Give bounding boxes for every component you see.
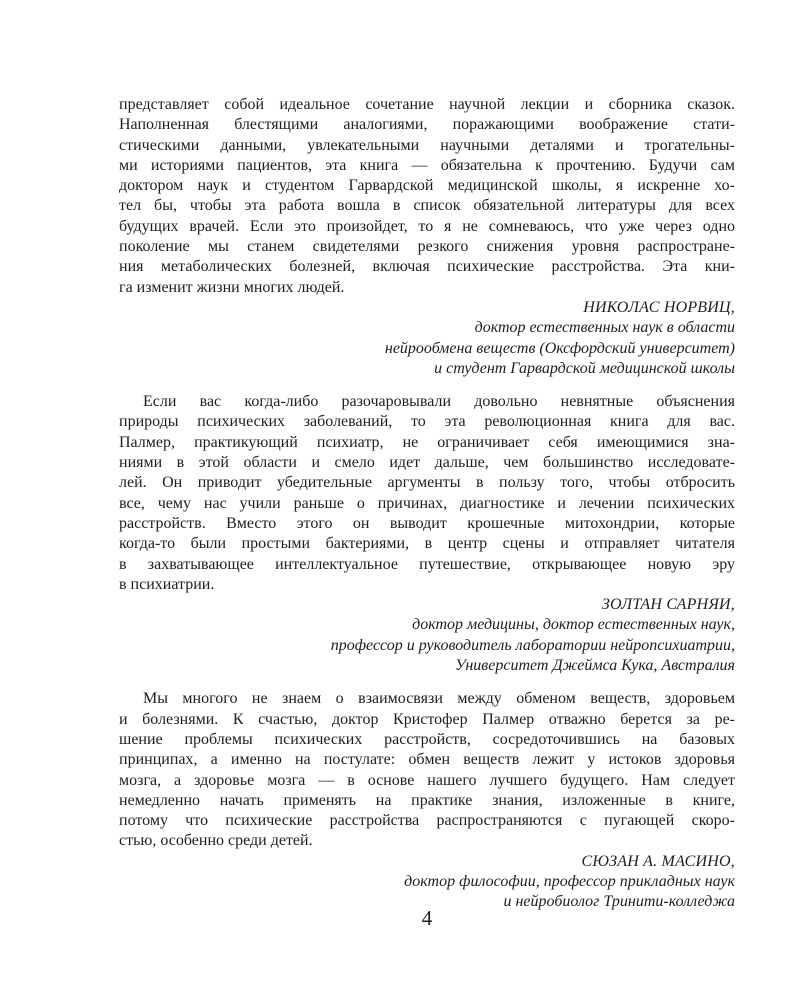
- testimonial-3-attribution: [119, 852, 735, 913]
- attribution-title: доктор философии, профессор прикладных наук: [404, 872, 735, 890]
- testimonial-1-attribution: [119, 298, 735, 379]
- page-number: 4: [421, 906, 433, 930]
- text-line: шение проблемы психических расстройств, сосредоточившись на базовых: [119, 730, 735, 748]
- page-content: [119, 95, 735, 913]
- text-line: стическими данными, увлекательными научными деталями и трогательны-: [119, 136, 735, 154]
- attribution-name: ЗОЛТАН САРНЯИ,: [601, 596, 735, 614]
- testimonial-3-paragraph: [119, 689, 735, 851]
- attribution-title: доктор медицины, доктор естественных наук,: [412, 616, 735, 634]
- text-line: и болезнями. К счастью, доктор Кристофер Палмер отважно берется за ре-: [119, 710, 735, 728]
- testimonial-2-attribution: [119, 595, 735, 676]
- text-line: будущих врачей. Если это произойдет, то я не сомневаюсь, что уже через одно: [119, 217, 735, 235]
- text-line: в психиатрии.: [119, 575, 215, 593]
- attribution-title: и нейробиолог Тринити-колледжа: [503, 893, 735, 911]
- attribution-name: СЮЗАН А. МАСИНО,: [581, 852, 735, 870]
- attribution-title: доктор естественных наук в области: [474, 319, 735, 337]
- text-line: природы психических заболеваний, то эта революционная книга для вас.: [119, 413, 735, 431]
- text-line: ниями в этой области и смело идет дальше, чем большинство исследовате-: [119, 454, 735, 472]
- text-line: Палмер, практикующий психиатр, не ограничивает себя имеющимися зна-: [119, 433, 735, 451]
- text-line: Наполненная блестящими аналогиями, поражающими воображение стати-: [119, 116, 735, 134]
- text-line: мозга, а здоровье мозга — в основе нашего лучшего будущего. Нам следует: [119, 771, 735, 789]
- text-line: стью, особенно среди детей.: [119, 832, 313, 850]
- attribution-title: нейрообмена веществ (Оксфордский университет): [384, 339, 735, 357]
- text-line: ния метаболических болезней, включая психические расстройства. Эта кни-: [119, 258, 735, 276]
- text-line: доктором наук и студентом Гарвардской медицинской школы, я искренне хо-: [119, 177, 735, 195]
- testimonial-1-paragraph: [119, 95, 735, 298]
- text-line: немедленно начать применять на практике знания, изложенные в книге,: [119, 791, 735, 809]
- text-line: Если вас когда-либо разочаровывали довольно невнятные объяснения: [143, 393, 735, 411]
- text-line: потому что психические расстройства распространяются с пугающей скоро-: [119, 812, 735, 830]
- text-line: расстройств. Вместо этого он выводит крошечные митохондрии, которые: [119, 514, 735, 532]
- testimonial-2-paragraph: [119, 392, 735, 595]
- text-line: га изменит жизни многих людей.: [119, 278, 345, 296]
- text-line: тел бы, чтобы эта работа вошла в список обязательной литературы для всех: [119, 197, 735, 215]
- text-line: ми историями пациентов, эта книга — обязательна к прочтению. Будучи сам: [119, 156, 735, 174]
- text-line: Мы многого не знаем о взаимосвязи между обменом веществ, здоровьем: [143, 690, 735, 708]
- attribution-title: профессор и руководитель лаборатории нейропсихиатрии,: [330, 636, 735, 654]
- text-line: представляет собой идеальное сочетание научной лекции и сборника сказок.: [119, 96, 735, 113]
- attribution-title: Университет Джеймса Кука, Австралия: [454, 657, 735, 675]
- attribution-title: и студент Гарвардской медицинской школы: [434, 359, 735, 377]
- text-line: лей. Он приводит убедительные аргументы в пользу того, чтобы отбросить: [119, 474, 735, 492]
- text-line: поколение мы станем свидетелями резкого снижения уровня распростране-: [119, 238, 735, 256]
- text-line: все, чему нас учили раньше о причинах, диагностике и лечении психических: [119, 494, 735, 512]
- attribution-name: НИКОЛАС НОРВИЦ,: [583, 298, 735, 316]
- text-line: в захватывающее интеллектуальное путешествие, открывающее новую эру: [119, 555, 735, 573]
- text-line: принципах, а именно на постулате: обмен веществ лежит у истоков здоровья: [119, 751, 735, 769]
- text-line: когда-то были простыми бактериями, в центр сцены и отправляет читателя: [119, 535, 735, 553]
